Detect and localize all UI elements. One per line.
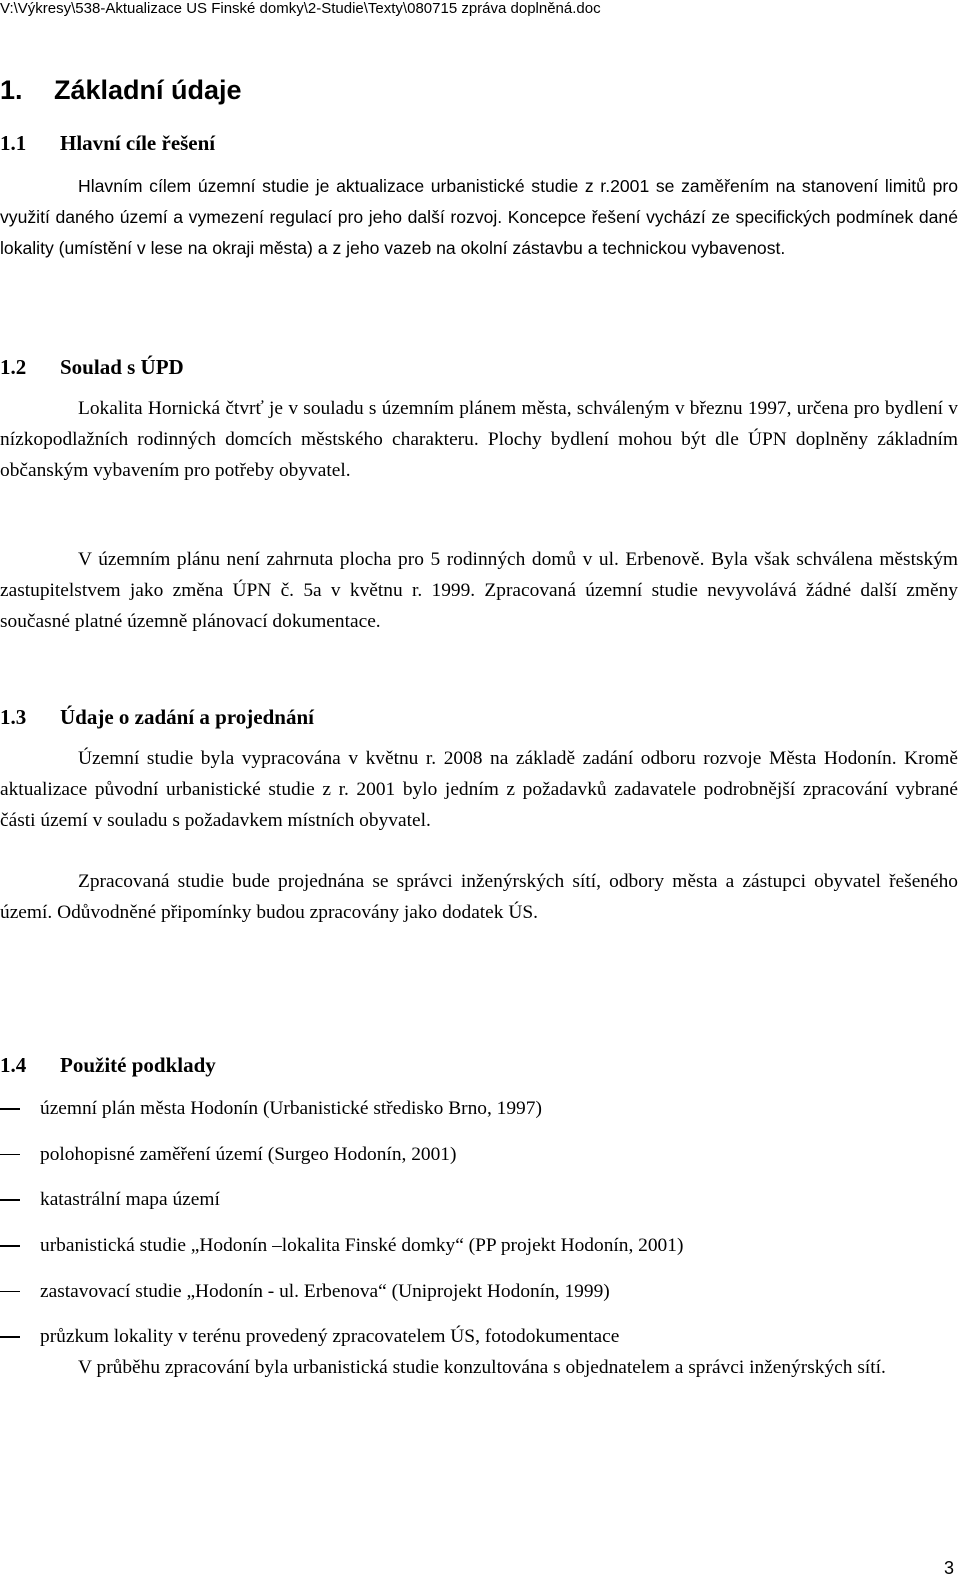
section-heading-1	[0, 73, 242, 107]
subsection-number: 1.3	[0, 705, 27, 729]
page-number: 3	[943, 1558, 954, 1578]
subsection-title: Soulad s ÚPD	[60, 355, 184, 379]
subsection-title: Hlavní cíle řešení	[60, 131, 216, 155]
subsection-number: 1.4	[0, 1053, 27, 1077]
section-title: Základní údaje	[54, 75, 242, 105]
subsection-heading-1-2	[0, 354, 184, 380]
subsection-title: Údaje o zadání a projednání	[60, 705, 314, 729]
subsection-number: 1.1	[0, 131, 27, 155]
list-item-text: urbanistická studie „Hodonín –lokalita Finské domky“ (PP projekt Hodonín, 2001)	[40, 1235, 684, 1257]
subsection-heading-1-1	[0, 130, 215, 156]
paragraph-assignment-2	[0, 866, 958, 928]
paragraph-consultation	[0, 1352, 958, 1383]
paragraph-compliance-2	[0, 544, 958, 637]
paragraph-text: Zpracovaná studie bude projednána se správci inženýrských sítí, odbory města a zástupci obyvatel řešeného území. Odůvodněné připomínky budou zpracovány jako dodatek ÚS.	[0, 871, 958, 923]
section-number: 1.	[0, 75, 23, 105]
document-filepath: V:\Výkresy\538-Aktualizace US Finské domky\2-Studie\Texty\080715 zpráva doplněná.doc	[0, 0, 601, 17]
list-item-text: územní plán města Hodonín (Urbanistické středisko Brno, 1997)	[40, 1098, 542, 1119]
list-item	[0, 1093, 958, 1139]
subsection-title: Použité podklady	[60, 1053, 216, 1077]
paragraph-text: V územním plánu není zahrnuta plocha pro 5 rodinných domů v ul. Erbenově. Byla však schválena městským zastupitelstvem jako změna ÚPN č. 5a v květnu r. 1999. Zpracovaná územní studie nevyvolává žádné další změny současné platné územně plánovací dokumentace.	[0, 549, 958, 632]
list-item-text: zastavovací studie „Hodonín - ul. Erbenova“ (Uniprojekt Hodonín, 1999)	[40, 1280, 610, 1302]
sources-list	[0, 1093, 958, 1367]
list-item-text: polohopisné zaměření území (Surgeo Hodonín, 2001)	[40, 1143, 457, 1165]
list-item	[0, 1184, 958, 1230]
list-item-text: katastrální mapa území	[40, 1189, 220, 1211]
paragraph-text: Lokalita Hornická čtvrť je v souladu s územním plánem města, schváleným v březnu 1997, určena pro bydlení v nízkopodlažních rodinných domcích městského charakteru. Plochy bydlení mohou být dle ÚPN doplněny základním občanským vybavením pro potřeby obyvatel.	[0, 398, 958, 481]
subsection-heading-1-3	[0, 704, 314, 730]
paragraph-text: V průběhu zpracování byla urbanistická studie konzultována s objednatelem a správci inženýrských sítí.	[78, 1357, 886, 1378]
paragraph-assignment-1	[0, 743, 958, 836]
paragraph-text: Územní studie byla vypracována v květnu r. 2008 na základě zadání odboru rozvoje Města Hodonín. Kromě aktualizace původní urbanistické studie z r. 2001 bylo jedním z požadavků zadavatele podrobnější zpracování vybrané části území v souladu s požadavkem místních obyvatel.	[0, 748, 958, 831]
subsection-heading-1-4	[0, 1052, 216, 1078]
list-item	[0, 1276, 958, 1322]
list-item	[0, 1139, 958, 1185]
list-item-text: průzkum lokality v terénu provedený zpracovatelem ÚS, fotodokumentace	[40, 1326, 620, 1348]
subsection-number: 1.2	[0, 355, 27, 379]
paragraph-main-goals	[0, 171, 958, 264]
list-item	[0, 1230, 958, 1276]
paragraph-compliance-1	[0, 393, 958, 486]
paragraph-text: Hlavním cílem územní studie je aktualizace urbanistické studie z r.2001 se zaměřením na stanovení limitů pro využití daného území a vymezení regulací pro jeho další rozvoj. Koncepce řešení vychází ze specifických podmínek dané lokality (umístění v lese na okraji města) a z jeho vazeb na okolní zástavbu a technickou vybavenost.	[0, 176, 958, 258]
